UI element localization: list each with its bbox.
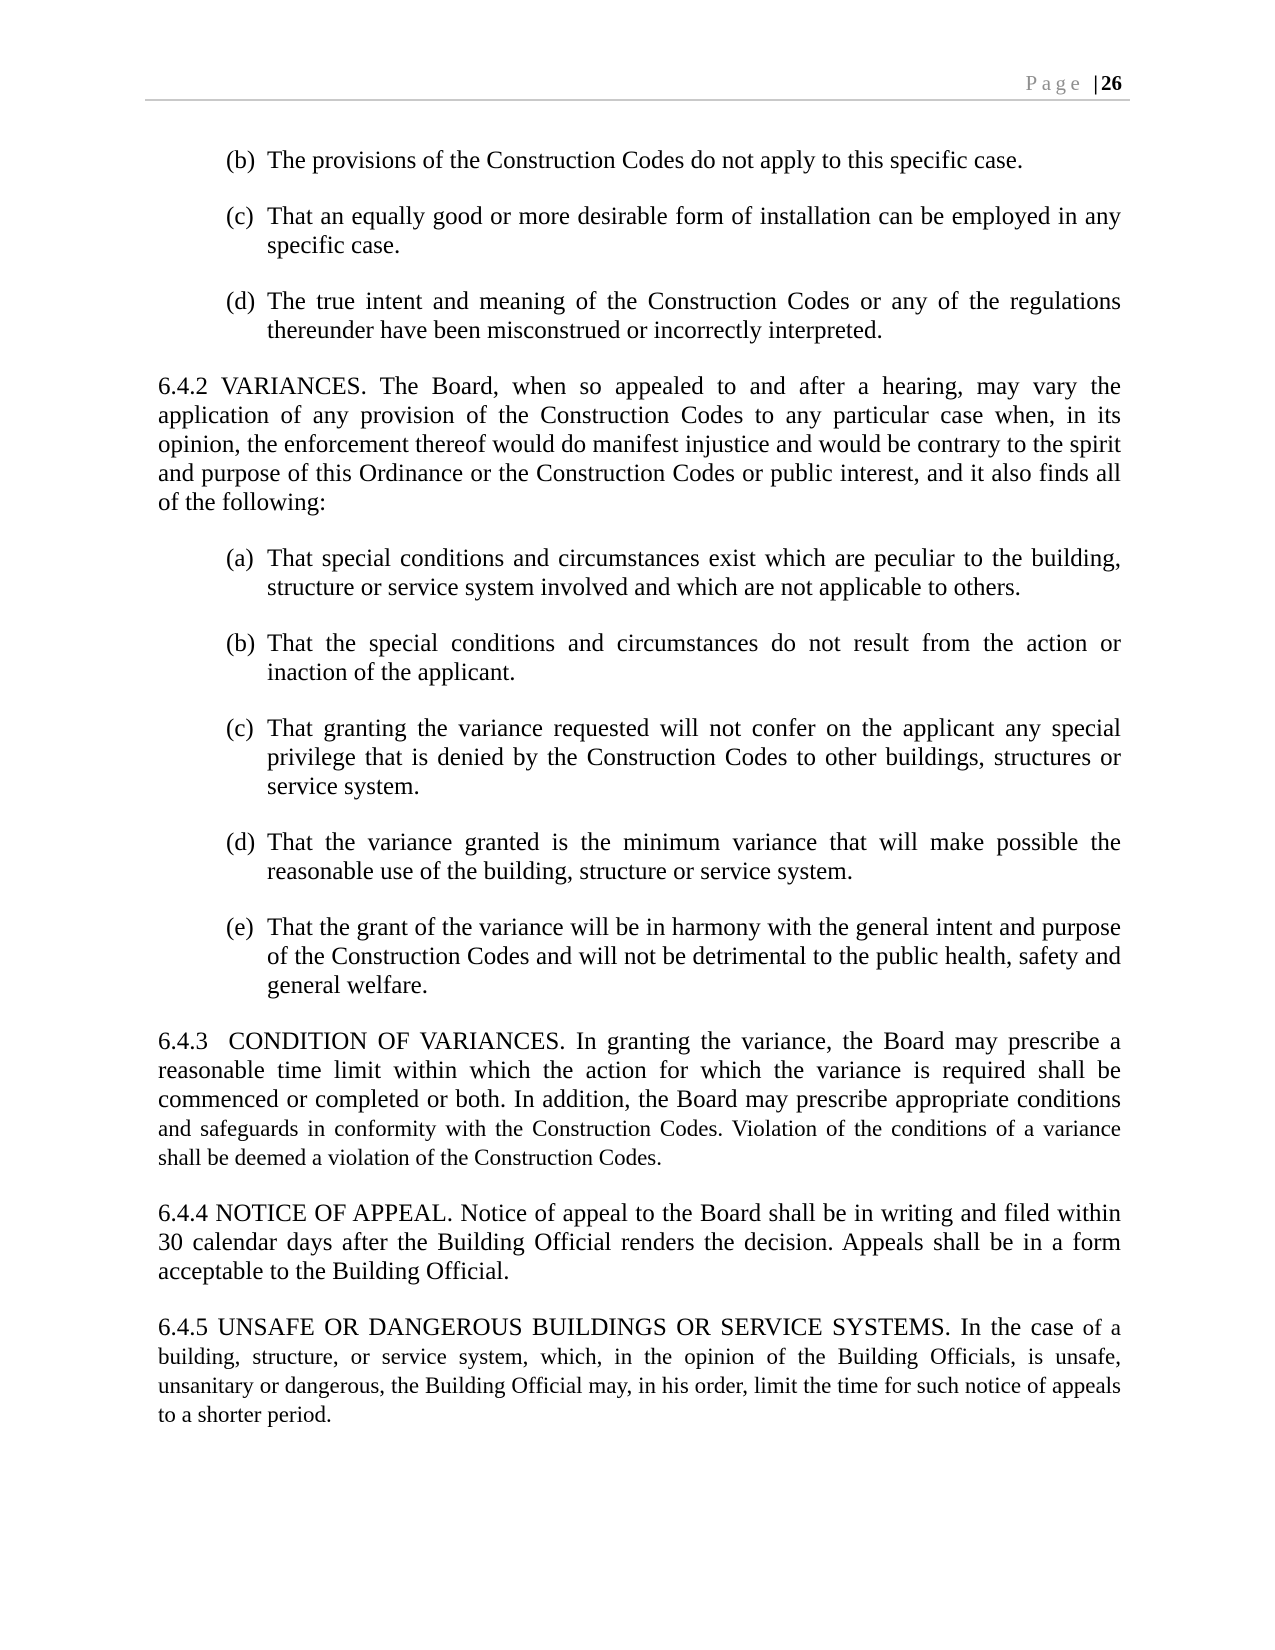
list-item-text: That an equally good or more desirable form of installation can be employed in any specific case. xyxy=(267,203,1121,259)
section-6-4-2: 6.4.2 VARIANCES. The Board, when so appealed to and after a hearing, may vary the application of any provision of the Construction Codes to any particular case when, in its opinion, the enforcement thereof would do manifest injustice and would be contrary to the spirit and purpose of this Ordinance or the Construction Codes or public interest, and it also finds all of the following: xyxy=(158,373,1121,516)
variance-item-a xyxy=(158,544,1121,602)
list-marker: (e) xyxy=(226,914,254,941)
section-6-4-3-small-text: and safeguards in conformity with the Construction Codes. Violation of the conditions of a variance shall be deemed a violation of the Construction Codes. xyxy=(158,1116,1121,1170)
section-6-4-4: 6.4.4 NOTICE OF APPEAL. Notice of appeal to the Board shall be in writing and filed within 30 calendar days after the Building Official renders the decision. Appeals shall be in a form acceptable to the Building Official. xyxy=(158,1200,1121,1285)
list-marker: (d) xyxy=(226,829,256,856)
list-item-text: That granting the variance requested will not confer on the applicant any special privilege that is denied by the Construction Codes to other buildings, structures or service system. xyxy=(267,715,1121,800)
intro-item-d xyxy=(158,287,1121,345)
section-6-4-5 xyxy=(158,1313,1121,1429)
list-marker: (a) xyxy=(226,545,254,572)
intro-item-c xyxy=(158,202,1121,260)
list-item-text: That the special conditions and circumstances do not result from the action or inaction of the applicant. xyxy=(267,630,1121,686)
section-6-4-5-small-text: of a building, structure, or service system, which, in the opinion of the Building Officials, is unsafe, unsanitary or dangerous, the Building Official may, in his order, limit the time for such notice of appeals to a shorter period. xyxy=(158,1315,1122,1427)
list-item-text: The true intent and meaning of the Construction Codes or any of the regulations thereunder have been misconstrued or incorrectly interpreted. xyxy=(267,288,1121,344)
list-marker: (b) xyxy=(226,147,256,174)
intro-item-b xyxy=(158,146,1121,175)
list-marker: (d) xyxy=(226,288,256,315)
page-header xyxy=(0,71,1122,96)
section-6-4-3 xyxy=(158,1027,1121,1172)
list-marker: (c) xyxy=(226,203,254,230)
list-item-text: That special conditions and circumstances exist which are peculiar to the building, structure or service system involved and which are not applicable to others. xyxy=(267,545,1121,601)
list-item-text: The provisions of the Construction Codes do not apply to this specific case. xyxy=(267,147,1024,174)
section-6-4-5-main-text: 6.4.5 UNSAFE OR DANGEROUS BUILDINGS OR SERVICE SYSTEMS. In the case xyxy=(158,1314,1074,1341)
variance-item-b xyxy=(158,629,1121,687)
page-header-separator: | xyxy=(1093,71,1098,95)
variance-item-d xyxy=(158,828,1121,886)
list-marker: (c) xyxy=(226,715,254,742)
header-rule xyxy=(145,99,1130,101)
page-header-label: Page xyxy=(1025,71,1085,95)
variance-item-c xyxy=(158,714,1121,801)
document-body xyxy=(158,146,1121,1456)
list-item-text: That the variance granted is the minimum variance that will make possible the reasonable use of the building, structure or service system. xyxy=(267,829,1121,885)
section-6-4-3-main-text: 6.4.3 CONDITION OF VARIANCES. In granting the variance, the Board may prescribe a reasonable time limit within which the action for which the variance is required shall be commenced or completed or both. In addition, the Board may prescribe appropriate conditions xyxy=(158,1028,1121,1113)
page-number: 26 xyxy=(1101,71,1122,95)
variance-item-e xyxy=(158,913,1121,1000)
list-item-text: That the grant of the variance will be in harmony with the general intent and purpose of the Construction Codes and will not be detrimental to the public health, safety and general welfare. xyxy=(267,914,1121,999)
list-marker: (b) xyxy=(226,630,256,657)
